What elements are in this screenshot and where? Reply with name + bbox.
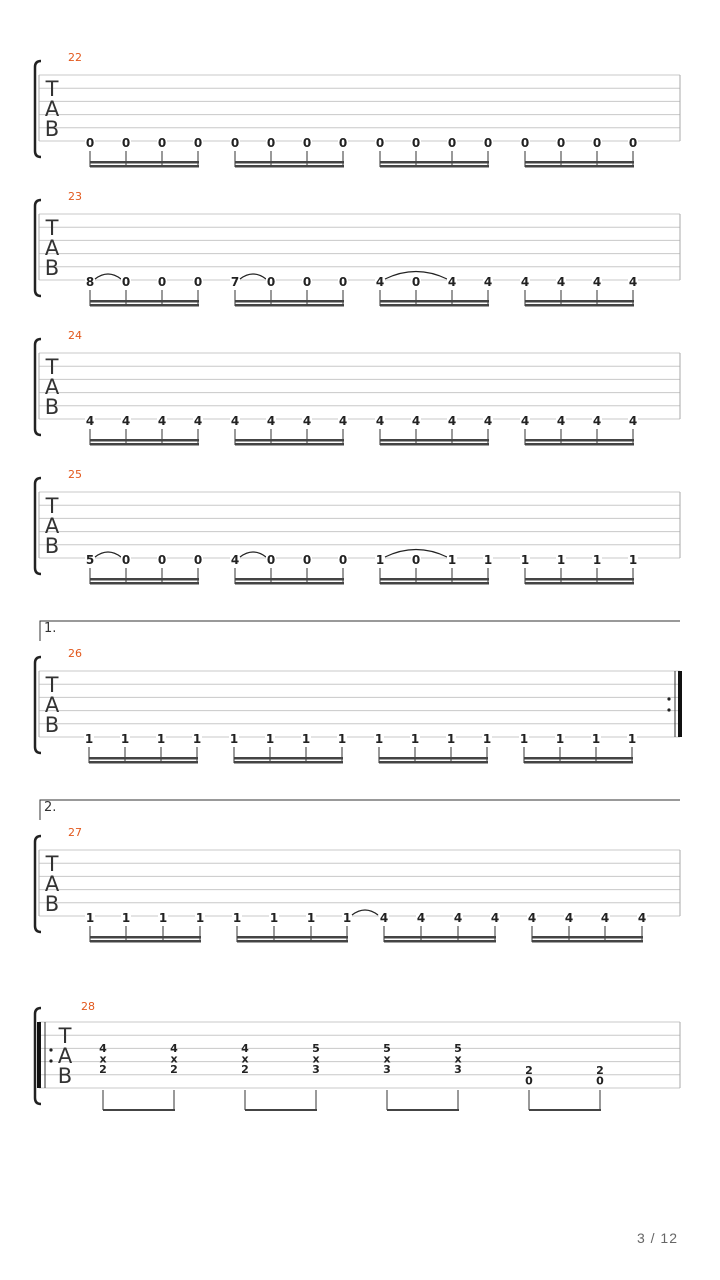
fret-number: 5 — [85, 553, 95, 567]
tie-arc — [240, 552, 266, 557]
tab-letter-b: B — [44, 117, 60, 141]
fret-number: 0 — [266, 275, 276, 289]
fret-number: 4 — [592, 414, 602, 428]
fret-number: 4 — [230, 414, 240, 428]
fret-number: 0 — [157, 553, 167, 567]
tab-letter-b: B — [44, 395, 60, 419]
tab-letter-b: B — [44, 713, 60, 737]
tab-letter-t: T — [45, 494, 59, 518]
tab-letter-a: A — [44, 872, 60, 896]
tab-system-26 — [35, 621, 680, 764]
beam — [380, 439, 489, 442]
measure-number: 22 — [68, 51, 82, 64]
beam — [380, 165, 489, 168]
tab-letter-a: A — [44, 375, 60, 399]
fret-number: 4 — [230, 553, 240, 567]
beam — [380, 161, 489, 164]
fret-number: 1 — [410, 732, 420, 746]
beam — [237, 940, 348, 943]
beam — [235, 578, 344, 581]
fret-number: 4 — [447, 275, 457, 289]
repeat-dot — [49, 1059, 52, 1062]
tab-system-27 — [35, 800, 680, 943]
tab-letter-b: B — [57, 1064, 73, 1088]
beam — [90, 439, 199, 442]
beam — [235, 582, 344, 585]
tab-letter-t: T — [45, 216, 59, 240]
fret-number: 0 — [121, 553, 131, 567]
fret-number: 0 — [85, 136, 95, 150]
measure-number: 28 — [81, 1000, 95, 1013]
repeat-dot — [49, 1048, 52, 1051]
tie-arc — [240, 274, 266, 279]
fret-number: 7 — [230, 275, 240, 289]
fret-number: 1 — [555, 732, 565, 746]
fret-number: 0 — [447, 136, 457, 150]
fret-number: 0 — [193, 553, 203, 567]
tie-arc — [352, 910, 378, 915]
beam — [103, 1109, 175, 1111]
fret-number: 4 — [637, 911, 647, 925]
tab-system-23 — [35, 190, 680, 307]
fret-number: 1 — [446, 732, 456, 746]
fret-number: 0 — [338, 136, 348, 150]
fret-number: 1 — [120, 732, 130, 746]
fret-number: 0 — [157, 275, 167, 289]
fret-number: 0 — [520, 136, 530, 150]
volta-number: 1. — [44, 621, 57, 636]
beam — [524, 757, 633, 760]
tab-letter-a: A — [57, 1044, 73, 1068]
beam — [89, 757, 198, 760]
chord-fret: x — [170, 1052, 178, 1066]
chord-fret: 3 — [312, 1063, 320, 1076]
fret-number: 4 — [490, 911, 500, 925]
fret-number: 0 — [592, 136, 602, 150]
tab-letter-a: A — [44, 236, 60, 260]
beam — [235, 161, 344, 164]
chord-fret: 2 — [525, 1064, 533, 1077]
fret-number: 0 — [302, 553, 312, 567]
fret-number: 1 — [628, 553, 638, 567]
fret-number: 1 — [483, 553, 493, 567]
tie-arc — [95, 274, 121, 279]
beam — [89, 761, 198, 764]
fret-number: 4 — [628, 414, 638, 428]
beam — [380, 582, 489, 585]
tab-letter-t: T — [45, 355, 59, 379]
beam — [380, 300, 489, 303]
fret-number: 0 — [556, 136, 566, 150]
fret-number: 1 — [375, 553, 385, 567]
fret-number: 4 — [302, 414, 312, 428]
fret-number: 4 — [85, 414, 95, 428]
fret-number: 4 — [520, 414, 530, 428]
chord-fret: x — [454, 1052, 462, 1066]
fret-number: 4 — [628, 275, 638, 289]
fret-number: 1 — [337, 732, 347, 746]
page-number: 3 / 12 — [636, 1230, 678, 1246]
tab-letter-t: T — [45, 673, 59, 697]
fret-number: 1 — [592, 553, 602, 567]
tab-system-25 — [35, 468, 680, 585]
beam — [380, 443, 489, 446]
fret-number: 4 — [556, 414, 566, 428]
beam — [525, 578, 634, 581]
beam — [245, 1109, 317, 1111]
fret-number: 0 — [411, 136, 421, 150]
tab-letter-a: A — [44, 97, 60, 121]
chord-fret: 2 — [170, 1063, 178, 1076]
fret-number: 4 — [447, 414, 457, 428]
fret-number: 1 — [447, 553, 457, 567]
beam — [532, 940, 643, 943]
beam — [90, 304, 199, 307]
chord-fret: 2 — [99, 1063, 107, 1076]
beam — [387, 1109, 459, 1111]
fret-number: 4 — [416, 911, 426, 925]
chord-fret: 2 — [241, 1063, 249, 1076]
beam — [380, 578, 489, 581]
beam — [532, 936, 643, 939]
beam — [90, 165, 199, 168]
fret-number: 4 — [564, 911, 574, 925]
chord-fret: 4 — [170, 1042, 178, 1055]
tab-letter-b: B — [44, 892, 60, 916]
chord-fret: x — [312, 1052, 320, 1066]
fret-number: 4 — [600, 911, 610, 925]
tab-system-28 — [35, 1000, 680, 1111]
chord-fret: 5 — [383, 1042, 391, 1055]
fret-number: 0 — [193, 136, 203, 150]
repeat-dot — [667, 697, 670, 700]
fret-number: 4 — [592, 275, 602, 289]
fret-number: 4 — [520, 275, 530, 289]
fret-number: 0 — [302, 275, 312, 289]
beam — [379, 761, 488, 764]
fret-number: 0 — [411, 275, 421, 289]
volta-bracket — [40, 621, 680, 641]
chord-fret: 0 — [596, 1074, 604, 1088]
fret-number: 4 — [266, 414, 276, 428]
beam — [525, 300, 634, 303]
beam — [235, 165, 344, 168]
fret-number: 4 — [375, 275, 385, 289]
tab-letter-t: T — [45, 852, 59, 876]
fret-number: 1 — [192, 732, 202, 746]
beam — [90, 300, 199, 303]
fret-number: 0 — [411, 553, 421, 567]
chord-fret: 4 — [99, 1042, 107, 1055]
fret-number: 0 — [157, 136, 167, 150]
fret-number: 1 — [85, 911, 95, 925]
fret-number: 0 — [193, 275, 203, 289]
tab-system-24 — [35, 329, 680, 446]
beam — [90, 578, 199, 581]
beam — [525, 161, 634, 164]
fret-number: 1 — [156, 732, 166, 746]
beam — [234, 761, 343, 764]
fret-number: 4 — [453, 911, 463, 925]
fret-number: 1 — [374, 732, 384, 746]
beam — [235, 443, 344, 446]
fret-number: 8 — [85, 275, 95, 289]
fret-number: 1 — [158, 911, 168, 925]
fret-number: 1 — [520, 553, 530, 567]
chord-fret: 5 — [312, 1042, 320, 1055]
fret-number: 1 — [627, 732, 637, 746]
measure-number: 25 — [68, 468, 82, 481]
fret-number: 0 — [266, 136, 276, 150]
chord-fret: 2 — [596, 1064, 604, 1077]
fret-number: 0 — [375, 136, 385, 150]
chord-fret: 5 — [454, 1042, 462, 1055]
fret-number: 1 — [265, 732, 275, 746]
fret-number: 0 — [230, 136, 240, 150]
fret-number: 1 — [121, 911, 131, 925]
fret-number: 1 — [591, 732, 601, 746]
tab-letter-t: T — [58, 1024, 72, 1048]
fret-number: 4 — [379, 911, 389, 925]
chord-fret: 4 — [241, 1042, 249, 1055]
chord-fret: 0 — [525, 1074, 533, 1088]
volta-bracket — [40, 800, 680, 820]
volta-number: 2. — [44, 800, 57, 815]
beam — [90, 443, 199, 446]
beam — [90, 161, 199, 164]
measure-number: 24 — [68, 329, 82, 342]
fret-number: 4 — [527, 911, 537, 925]
beam — [529, 1109, 601, 1111]
beam — [525, 165, 634, 168]
tab-system-22 — [35, 51, 680, 168]
beam — [525, 439, 634, 442]
fret-number: 0 — [121, 136, 131, 150]
beam — [235, 304, 344, 307]
fret-number: 0 — [302, 136, 312, 150]
fret-number: 0 — [338, 275, 348, 289]
beam — [90, 940, 201, 943]
beam — [524, 761, 633, 764]
fret-number: 4 — [157, 414, 167, 428]
beam — [384, 940, 496, 943]
fret-number: 0 — [338, 553, 348, 567]
tab-letter-b: B — [44, 256, 60, 280]
fret-number: 1 — [556, 553, 566, 567]
chord-fret: x — [241, 1052, 249, 1066]
measure-number: 26 — [68, 647, 82, 660]
fret-number: 1 — [342, 911, 352, 925]
beam — [525, 304, 634, 307]
fret-number: 0 — [121, 275, 131, 289]
measure-number: 27 — [68, 826, 82, 839]
beam — [380, 304, 489, 307]
measure-number: 23 — [68, 190, 82, 203]
fret-number: 0 — [266, 553, 276, 567]
fret-number: 1 — [301, 732, 311, 746]
tab-letter-b: B — [44, 534, 60, 558]
tab-letter-a: A — [44, 693, 60, 717]
tab-letter-t: T — [45, 77, 59, 101]
fret-number: 1 — [195, 911, 205, 925]
fret-number: 4 — [375, 414, 385, 428]
chord-fret: x — [383, 1052, 391, 1066]
tie-arc — [95, 552, 121, 557]
tab-letter-a: A — [44, 514, 60, 538]
fret-number: 1 — [84, 732, 94, 746]
repeat-dot — [667, 708, 670, 711]
chord-fret: 3 — [383, 1063, 391, 1076]
fret-number: 1 — [232, 911, 242, 925]
beam — [90, 936, 201, 939]
fret-number: 1 — [519, 732, 529, 746]
fret-number: 4 — [483, 275, 493, 289]
fret-number: 1 — [482, 732, 492, 746]
beam — [235, 439, 344, 442]
beam — [525, 582, 634, 585]
beam — [235, 300, 344, 303]
chord-fret: x — [99, 1052, 107, 1066]
fret-number: 1 — [269, 911, 279, 925]
beam — [525, 443, 634, 446]
fret-number: 4 — [121, 414, 131, 428]
beam — [90, 582, 199, 585]
fret-number: 0 — [628, 136, 638, 150]
beam — [234, 757, 343, 760]
fret-number: 4 — [556, 275, 566, 289]
fret-number: 1 — [306, 911, 316, 925]
beam — [379, 757, 488, 760]
chord-fret: 3 — [454, 1063, 462, 1076]
beam — [384, 936, 496, 939]
fret-number: 4 — [411, 414, 421, 428]
fret-number: 0 — [483, 136, 493, 150]
fret-number: 4 — [338, 414, 348, 428]
beam — [237, 936, 348, 939]
fret-number: 1 — [229, 732, 239, 746]
fret-number: 4 — [193, 414, 203, 428]
fret-number: 4 — [483, 414, 493, 428]
